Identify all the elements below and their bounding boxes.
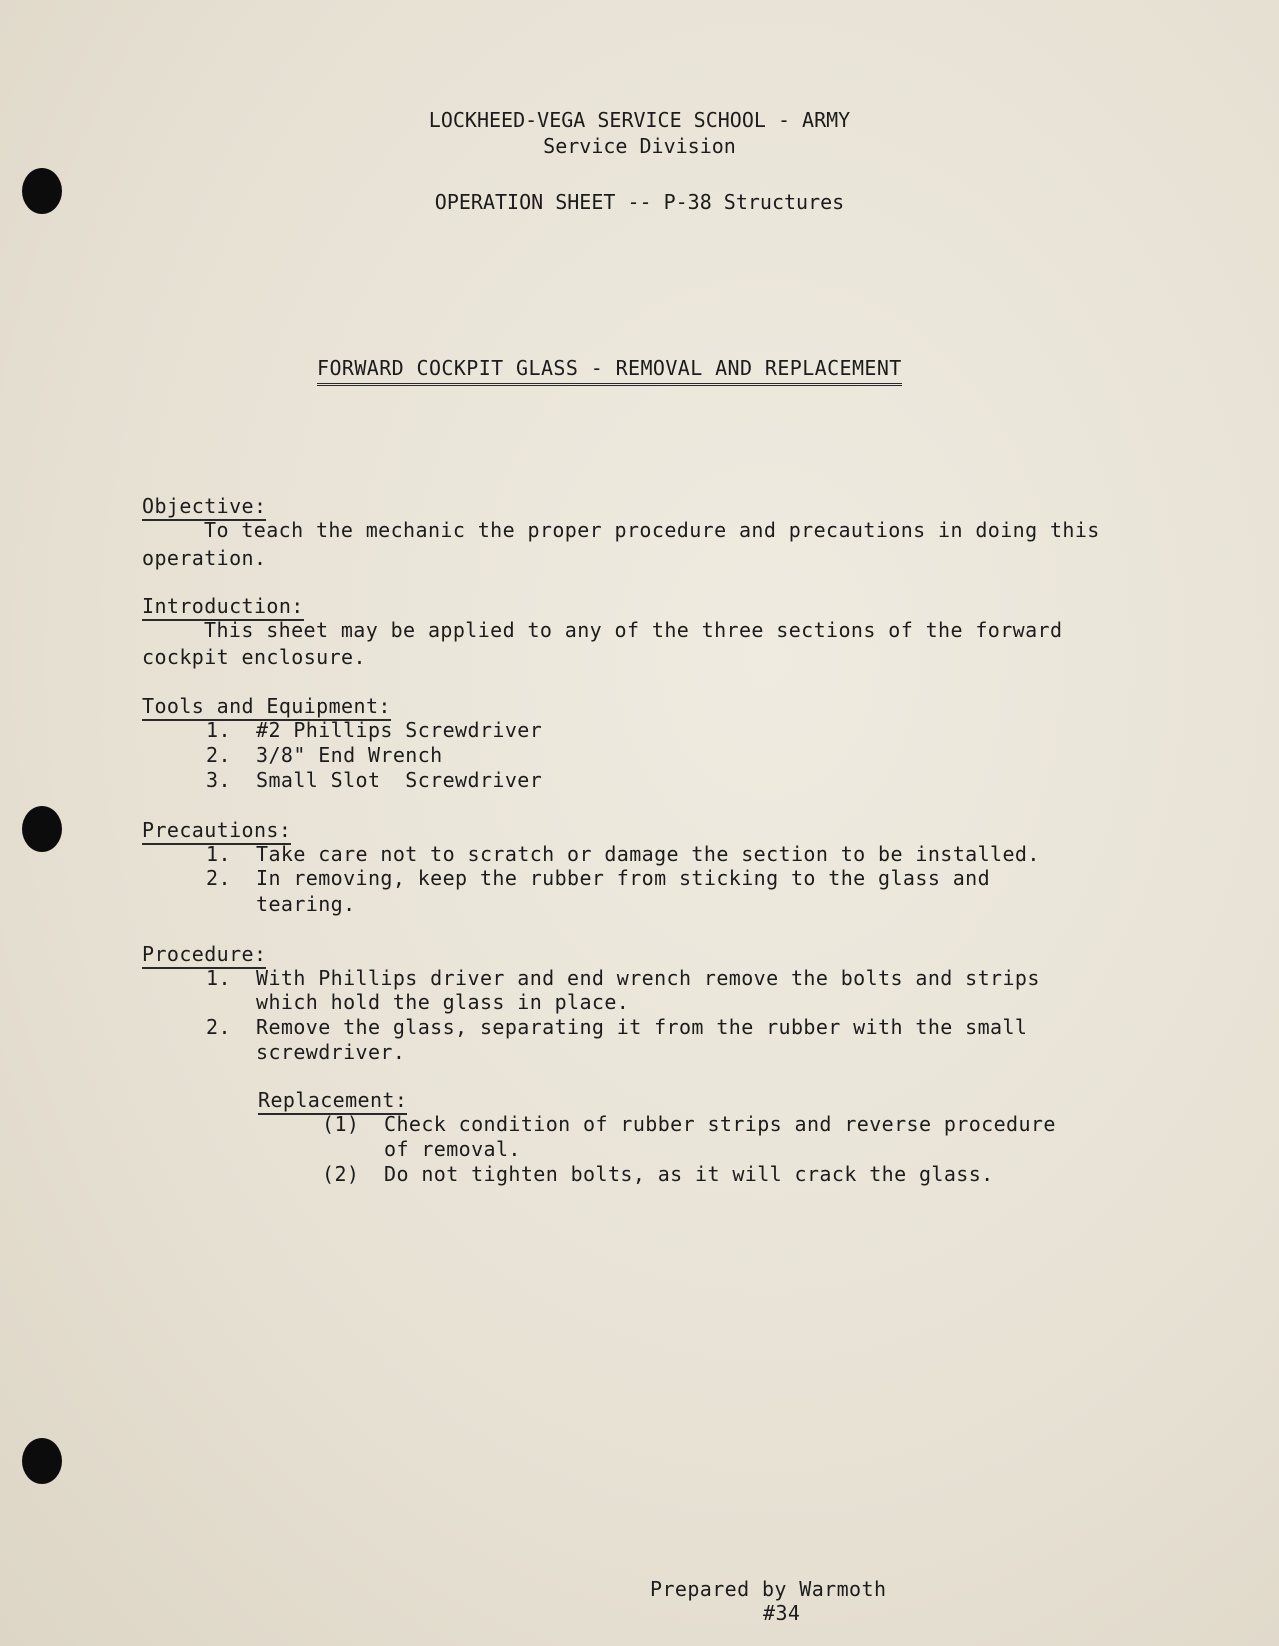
punch-hole-bottom <box>22 1438 62 1484</box>
header-line-2: Service Division <box>543 134 736 158</box>
replacement-item-number: (2) <box>322 1162 360 1186</box>
objective-heading: Objective: <box>142 494 266 521</box>
tools-item <box>206 743 443 767</box>
procedure-item <box>206 966 1040 990</box>
replacement-item <box>322 1112 1056 1136</box>
replacement-item-text: Check condition of rubber strips and reverse procedure <box>384 1112 1056 1136</box>
objective-line-2: operation. <box>142 546 267 570</box>
procedure-item-continuation: which hold the glass in place. <box>256 990 630 1014</box>
procedure-item-continuation: screwdriver. <box>256 1040 406 1064</box>
precaution-item <box>206 866 990 890</box>
procedure-item-text: Remove the glass, separating it from the rubber with the small <box>256 1015 1028 1039</box>
tools-item-text: Small Slot Screwdriver <box>256 768 543 792</box>
tools-item <box>206 768 542 792</box>
tools-item <box>206 718 542 742</box>
tools-item-number: 1. <box>206 718 231 742</box>
tools-item-number: 3. <box>206 768 231 792</box>
objective-line-1: To teach the mechanic the proper procedure and precautions in doing this <box>204 518 1100 542</box>
header-line-1: LOCKHEED-VEGA SERVICE SCHOOL - ARMY <box>428 108 851 132</box>
punch-hole-middle <box>22 806 62 852</box>
replacement-item-text: Do not tighten bolts, as it will crack the glass. <box>384 1162 994 1186</box>
procedure-item-text: With Phillips driver and end wrench remove the bolts and strips <box>256 966 1040 990</box>
introduction-line-2: cockpit enclosure. <box>142 645 366 669</box>
procedure-item-number: 2. <box>206 1015 231 1039</box>
tools-item-text: #2 Phillips Screwdriver <box>256 718 543 742</box>
operation-sheet-label: OPERATION SHEET -- P-38 Structures <box>434 190 845 214</box>
document-title: FORWARD COCKPIT GLASS - REMOVAL AND REPLACEMENT <box>317 356 902 386</box>
precaution-item-text: Take care not to scratch or damage the section to be installed. <box>256 842 1040 866</box>
replacement-heading: Replacement: <box>258 1088 407 1115</box>
tools-item-text: 3/8" End Wrench <box>256 743 443 767</box>
prepared-by: Prepared by Warmoth <box>650 1577 887 1601</box>
procedure-heading: Procedure: <box>142 942 266 969</box>
tools-item-number: 2. <box>206 743 231 767</box>
replacement-item-continuation: of removal. <box>384 1137 521 1161</box>
sheet-number: #34 <box>763 1601 801 1625</box>
replacement-item-number: (1) <box>322 1112 360 1136</box>
introduction-line-1: This sheet may be applied to any of the three sections of the forward <box>204 618 1063 642</box>
procedure-item-number: 1. <box>206 966 231 990</box>
procedure-item <box>206 1015 1027 1039</box>
introduction-heading: Introduction: <box>142 594 304 621</box>
precaution-item-continuation: tearing. <box>256 892 356 916</box>
precaution-item <box>206 842 1040 866</box>
precaution-item-number: 1. <box>206 842 231 866</box>
replacement-item <box>322 1162 994 1186</box>
precautions-heading: Precautions: <box>142 818 291 845</box>
tools-heading: Tools and Equipment: <box>142 694 391 721</box>
precaution-item-number: 2. <box>206 866 231 890</box>
precaution-item-text: In removing, keep the rubber from sticking to the glass and <box>256 866 991 890</box>
